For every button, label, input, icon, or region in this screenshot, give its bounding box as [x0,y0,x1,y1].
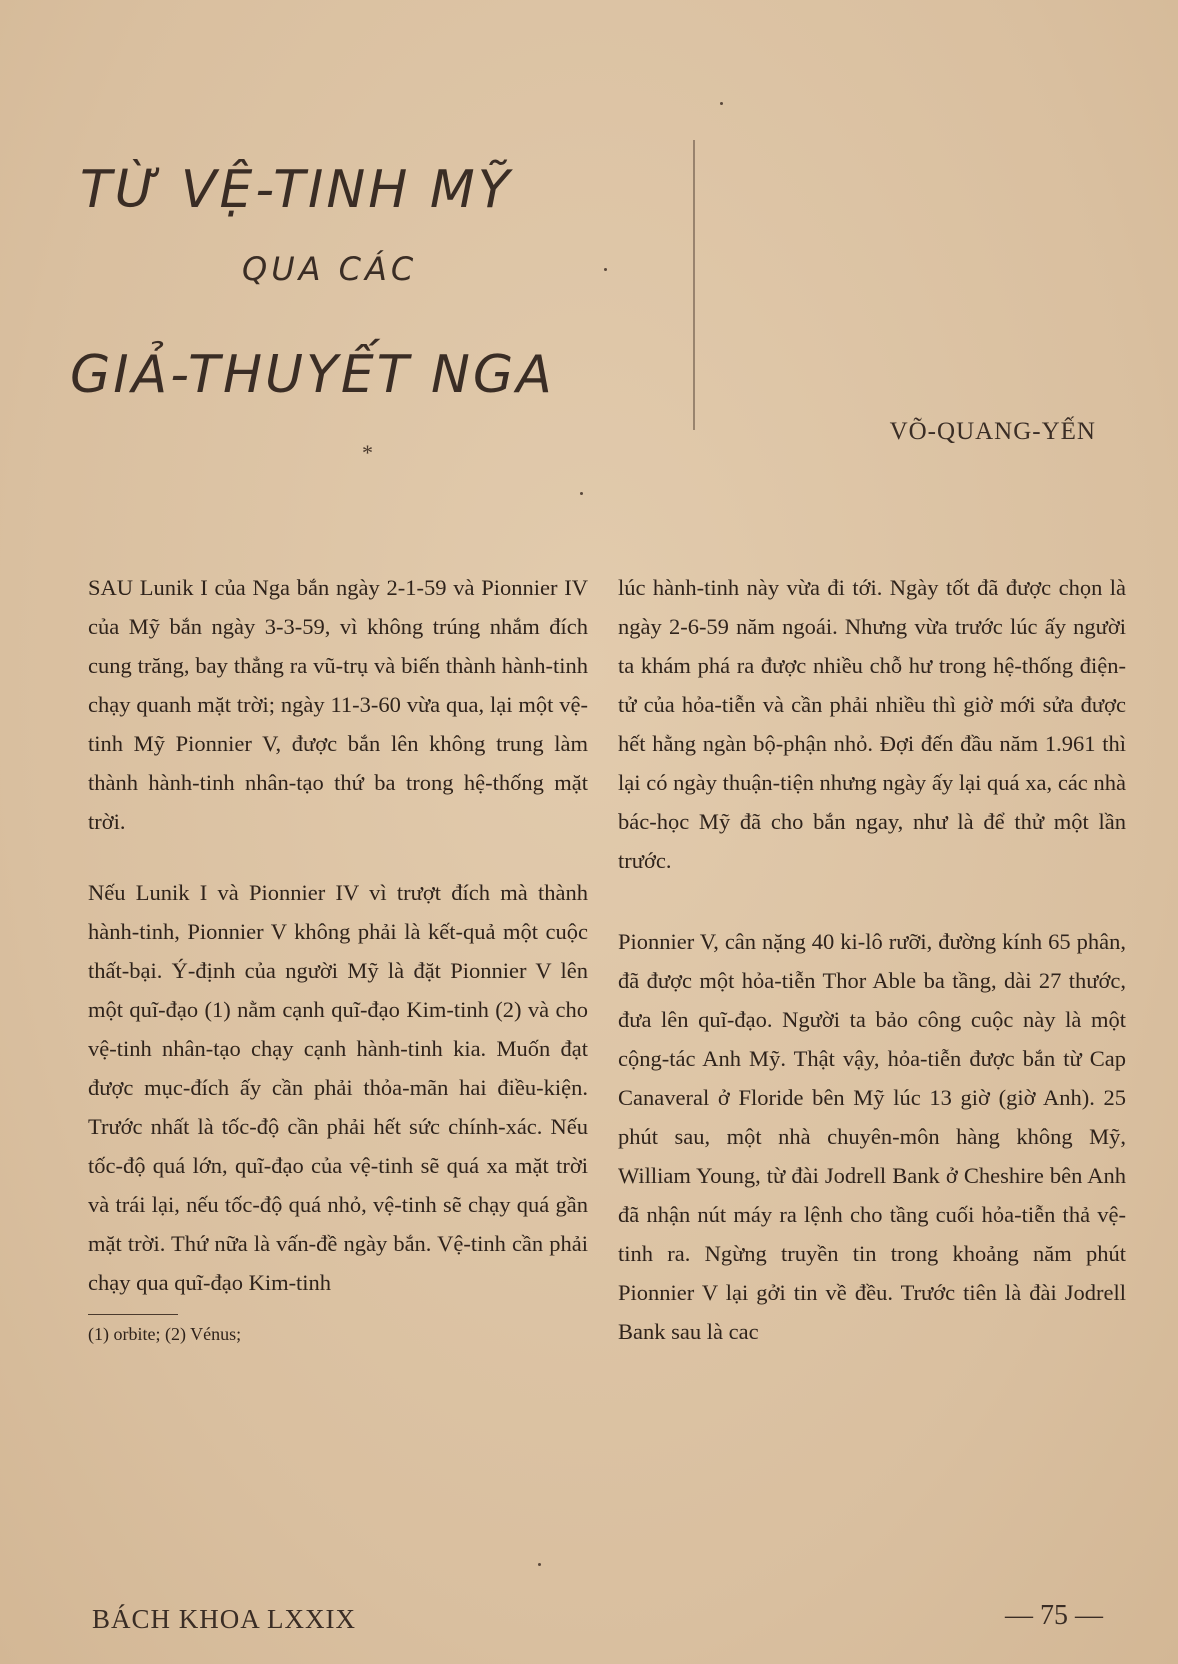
title-line-3: GIẢ-THUYẾT NGA [70,345,555,405]
left-column [88,568,588,1347]
title-ornament: * [362,440,373,465]
publication-name: BÁCH KHOA LXXIX [92,1604,356,1634]
speck [604,268,607,271]
title-line-2: QUA CÁC [242,250,418,288]
title-line-1: TỪ VỆ-TINH MỸ [80,160,513,220]
footnote-rule [88,1314,178,1315]
left-paragraph-2: Nếu Lunik I và Pionnier IV vì trượt đích mà thành hành-tinh, Pionnier V không phải là kết-quả một cuộc thất-bại. Ý-định của người Mỹ là đặt Pionnier V lên một quĩ-đạo (1) nằm cạnh quĩ-đạo Kim-tinh (2) và cho vệ-tinh nhân-tạo chạy cạnh hành-tinh kia. Muốn đạt được mục-đích ấy cần phải thỏa-mãn hai điều-kiện. Trước nhất là tốc-độ cần phải hết sức chính-xác. Nếu tốc-độ quá lớn, quĩ-đạo của vệ-tinh sẽ quá xa mặt trời và trái lại, nếu tốc-độ quá nhỏ, vệ-tinh sẽ chạy quá gần mặt trời. Thứ nữa là vấn-đề ngày bắn. Vệ-tinh cần phải chạy qua quĩ-đạo Kim-tinh [88,880,588,1295]
title-divider [693,140,695,430]
page-number: — 75 — [1005,1600,1103,1631]
right-paragraph-2: Pionnier V, cân nặng 40 ki-lô rưỡi, đường kính 65 phân, đã được một hỏa-tiễn Thor Able ba tầng, dài 27 thước, đưa lên quĩ-đạo. Người ta bảo công cuộc này là một cộng-tác Anh Mỹ. Thật vậy, hỏa-tiễn được bắn từ Cap Canaveral ở Floride bên Mỹ lúc 13 giờ (giờ Anh). 25 phút sau, một nhà chuyên-môn hàng không Mỹ, William Young, từ đài Jodrell Bank ở Cheshire bên Anh đã nhận nút máy ra lệnh cho tầng cuối hỏa-tiễn thả vệ-tinh ra. Ngừng truyền tin trong khoảng năm phút Pionnier V lại gởi tin về đều. Trước tiên là đài Jodrell Bank sau là cac [618,929,1126,1344]
speck [580,492,583,495]
left-paragraph-1: SAU Lunik I của Nga bắn ngày 2-1-59 và Pionnier IV của Mỹ bắn ngày 3-3-59, vì không trúng nhắm đích cung trăng, bay thẳng ra vũ-trụ và biến thành hành-tinh chạy quanh mặt trời; ngày 11-3-60 vừa qua, lại một vệ-tinh Mỹ Pionnier V, được bắn lên không trung làm thành hành-tinh nhân-tạo thứ ba trong hệ-thống mặt trời. [88,575,588,834]
speck [538,1563,541,1566]
right-column [618,568,1126,1383]
speck [720,102,723,105]
right-paragraph-1: lúc hành-tinh này vừa đi tới. Ngày tốt đã được chọn là ngày 2-6-59 năm ngoái. Nhưng vừa trước lúc ấy người ta khám phá ra được nhiều chỗ hư trong hệ-thống điện-tử của hỏa-tiễn và cần phải nhiều thì giờ mới sửa được hết hằng ngàn bộ-phận nhỏ. Đợi đến đầu năm 1.961 thì lại có ngày thuận-tiện nhưng ngày ấy lại quá xa, các nhà bác-học Mỹ đã cho bắn ngay, như là để thử một lần trước. [618,575,1126,873]
author-name: VÕ-QUANG-YẾN [889,418,1096,445]
footnote: (1) orbite; (2) Vénus; [88,1324,242,1344]
